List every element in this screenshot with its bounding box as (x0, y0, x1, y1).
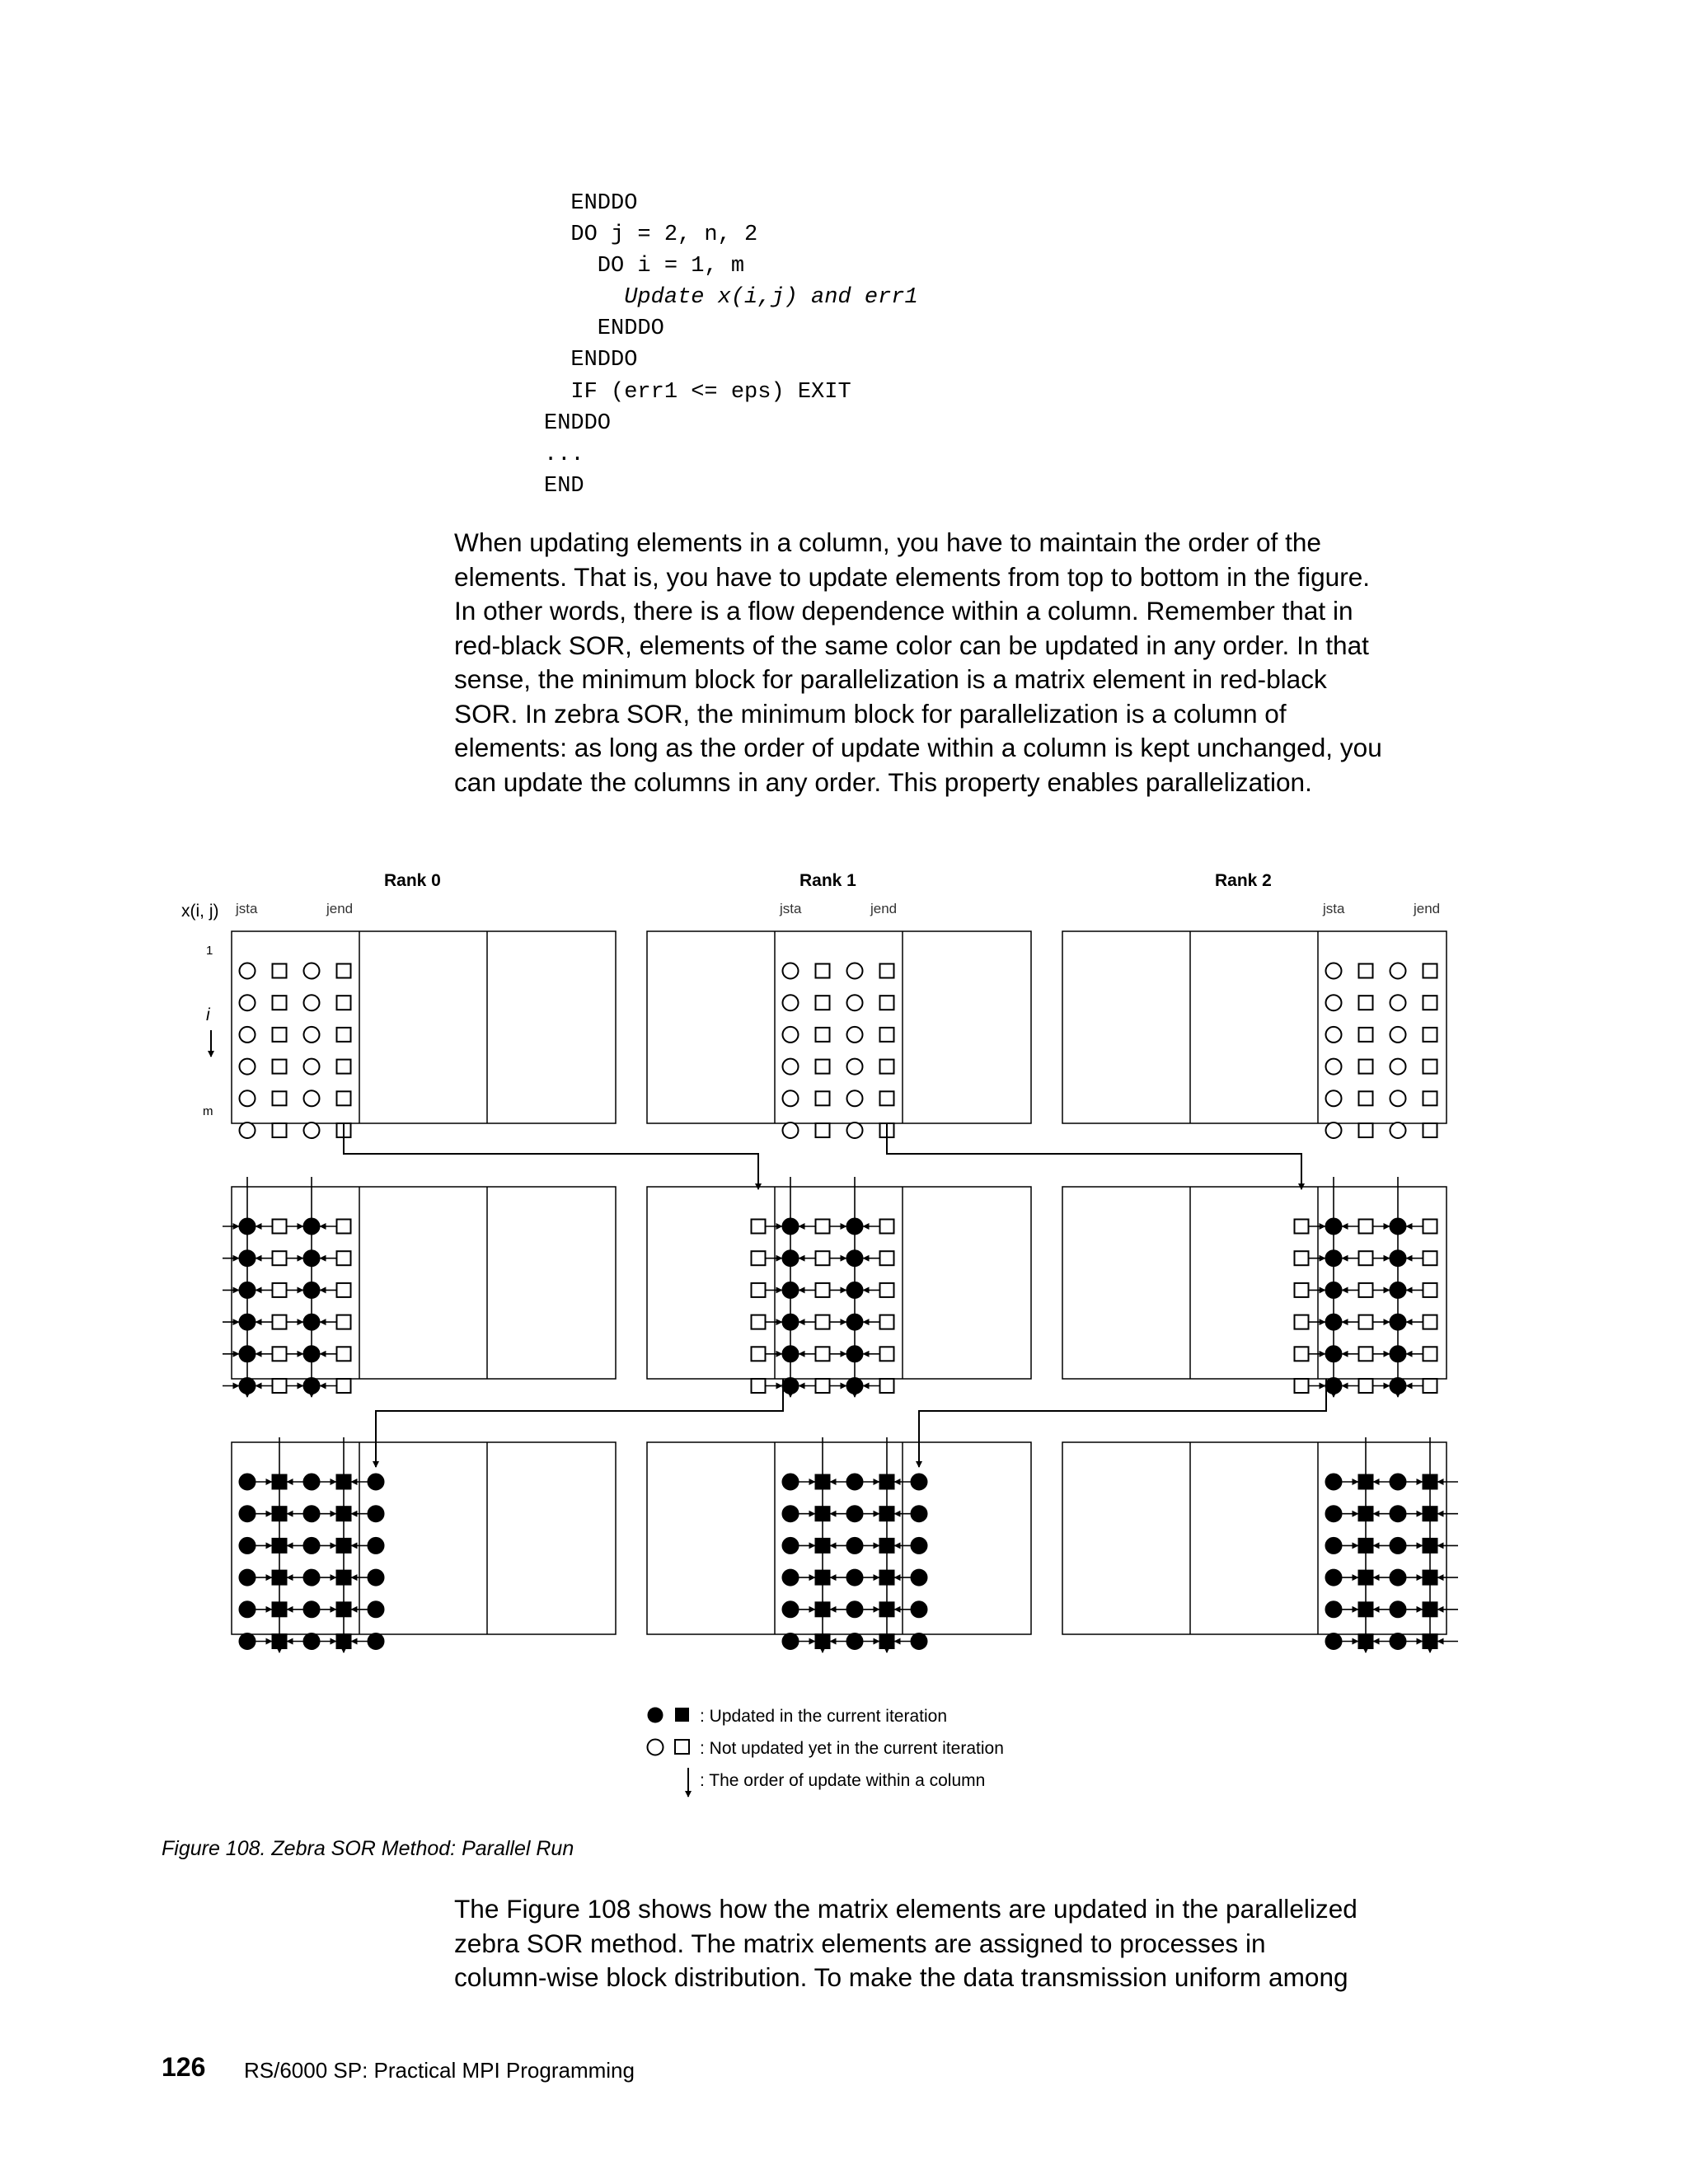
updated-circle (368, 1538, 384, 1554)
updated-circle (1390, 1506, 1406, 1521)
pending-square (816, 1060, 830, 1074)
pending-circle (1390, 963, 1406, 979)
pending-square (1359, 1060, 1373, 1074)
book-title: RS/6000 SP: Practical MPI Programming (244, 2058, 635, 2083)
legend-order-text: : The order of update within a column (700, 1771, 986, 1790)
halo-send-connector (344, 1123, 758, 1189)
pending-square (816, 1123, 830, 1137)
pending-circle (1390, 1059, 1406, 1075)
code-line: ENDDO (544, 410, 612, 436)
pending-square (816, 1315, 830, 1329)
pending-square (273, 1028, 287, 1042)
pending-square (880, 1028, 894, 1042)
code-line: DO j = 2, n, 2 (544, 223, 758, 248)
pending-square (337, 1220, 351, 1234)
pending-square (337, 1347, 351, 1361)
pending-square (1423, 1123, 1437, 1137)
updated-circle (368, 1633, 384, 1649)
pending-square (1359, 1315, 1373, 1329)
pending-square (273, 996, 287, 1010)
pending-square (1359, 1251, 1373, 1265)
updated-circle (912, 1506, 927, 1521)
pending-square (273, 1220, 287, 1234)
pending-square (337, 964, 351, 978)
pending-circle (304, 1090, 320, 1106)
code-line: ... (544, 442, 584, 467)
pending-circle (304, 963, 320, 979)
legend-updated-text: : Updated in the current iteration (700, 1707, 948, 1726)
pending-square (1423, 1091, 1437, 1105)
updated-circle (783, 1570, 799, 1586)
paragraph-line: When updating elements in a column, you have to maintain the order of the (454, 527, 1322, 557)
legend-pending-text: : Not updated yet in the current iteration (700, 1739, 1004, 1758)
updated-circle (912, 1474, 927, 1490)
pending-circle (1326, 1122, 1342, 1138)
pending-square (1295, 1251, 1309, 1265)
updated-circle (240, 1633, 256, 1649)
matrix-panel (232, 1187, 616, 1379)
updated-circle (783, 1601, 799, 1617)
updated-circle (1390, 1474, 1406, 1490)
matrix-panel (1062, 1187, 1447, 1379)
pending-circle (1326, 1090, 1342, 1106)
pending-square (880, 1091, 894, 1105)
pending-square (1423, 1251, 1437, 1265)
pending-square (273, 1283, 287, 1297)
page-number: 126 (162, 2052, 206, 2082)
updated-circle (240, 1538, 256, 1554)
array-label: x(i, j) (181, 902, 219, 921)
pending-square (752, 1379, 766, 1393)
jend-label: jend (870, 901, 898, 916)
updated-circle (368, 1506, 384, 1521)
legend-pending-square (675, 1740, 689, 1754)
pending-square (337, 1028, 351, 1042)
pending-square (1359, 1220, 1373, 1234)
code-line: Update x(i,j) and err1 (544, 285, 918, 311)
pending-square (816, 1028, 830, 1042)
code-line: DO i = 1, m (544, 254, 745, 279)
code-line: ENDDO (544, 191, 638, 216)
pending-square (1295, 1283, 1309, 1297)
pending-circle (1390, 1122, 1406, 1138)
pending-square (273, 1251, 287, 1265)
rank-label-2: Rank 2 (1215, 871, 1272, 890)
pending-circle (1326, 963, 1342, 979)
paragraph-line: column-wise block distribution. To make the data transmission uniform among (454, 1962, 1348, 1992)
jend-label: jend (326, 901, 354, 916)
updated-circle (847, 1474, 863, 1490)
pending-square (816, 964, 830, 978)
pending-square (816, 1091, 830, 1105)
pending-square (1423, 1315, 1437, 1329)
pending-square (880, 1379, 894, 1393)
pending-square (880, 1347, 894, 1361)
pending-circle (240, 1122, 256, 1138)
pending-square (273, 1379, 287, 1393)
pending-square (880, 1251, 894, 1265)
paragraph-line: The Figure 108 shows how the matrix elements are updated in the parallelized (454, 1894, 1357, 1924)
pending-square (1359, 1347, 1373, 1361)
updated-circle (304, 1474, 320, 1490)
updated-circle (304, 1506, 320, 1521)
matrix-panel (647, 931, 1031, 1123)
pending-circle (783, 963, 799, 979)
pending-circle (1390, 1027, 1406, 1043)
body-paragraph-2 (454, 1892, 1480, 1995)
paragraph-line: zebra SOR method. The matrix elements are assigned to processes in (454, 1928, 1266, 1958)
paragraph-line: sense, the minimum block for parallelization is a matrix element in red-black (454, 664, 1327, 694)
pending-square (1359, 1091, 1373, 1105)
updated-circle (368, 1601, 384, 1617)
pending-square (273, 1060, 287, 1074)
updated-circle (1326, 1474, 1342, 1490)
pending-circle (847, 1090, 863, 1106)
updated-circle (304, 1538, 320, 1554)
pending-circle (847, 1059, 863, 1075)
pending-square (880, 1283, 894, 1297)
jsta-label: jsta (780, 901, 802, 916)
pending-square (337, 1315, 351, 1329)
code-line: ENDDO (544, 316, 664, 342)
figure-caption: Figure 108. Zebra SOR Method: Parallel Run (162, 1837, 574, 1860)
pending-circle (847, 963, 863, 979)
pending-circle (847, 1122, 863, 1138)
updated-circle (912, 1601, 927, 1617)
pending-square (337, 996, 351, 1010)
updated-circle (847, 1633, 863, 1649)
paragraph-line: elements. That is, you have to update elements from top to bottom in the figure. (454, 561, 1371, 592)
legend-pending-circle (648, 1740, 663, 1755)
updated-circle (368, 1474, 384, 1490)
jsta-label: jsta (1323, 901, 1345, 916)
updated-circle (847, 1601, 863, 1617)
body-paragraph-1 (454, 526, 1480, 799)
pending-square (816, 1283, 830, 1297)
zebra-sor-figure (0, 857, 1688, 1813)
pending-square (752, 1283, 766, 1297)
updated-circle (783, 1633, 799, 1649)
legend-updated-square (675, 1708, 689, 1722)
updated-circle (304, 1633, 320, 1649)
pending-circle (1326, 1059, 1342, 1075)
updated-circle (912, 1538, 927, 1554)
pending-circle (847, 995, 863, 1010)
pending-square (816, 1379, 830, 1393)
pending-circle (304, 1059, 320, 1075)
updated-circle (783, 1474, 799, 1490)
pending-circle (1390, 1090, 1406, 1106)
paragraph-line: elements: as long as the order of update within a column is kept unchanged, you (454, 733, 1382, 762)
pending-square (1359, 996, 1373, 1010)
pending-square (273, 1315, 287, 1329)
pending-square (1423, 1347, 1437, 1361)
pending-circle (783, 1122, 799, 1138)
row-index-label: i (206, 1005, 210, 1024)
updated-circle (1326, 1633, 1342, 1649)
matrix-panel (232, 1442, 616, 1634)
pending-square (1359, 1283, 1373, 1297)
updated-circle (1390, 1570, 1406, 1586)
updated-circle (304, 1570, 320, 1586)
pending-square (816, 1347, 830, 1361)
pending-square (880, 964, 894, 978)
pending-square (273, 1091, 287, 1105)
updated-circle (912, 1570, 927, 1586)
updated-circle (240, 1570, 256, 1586)
halo-send-connector (887, 1123, 1301, 1189)
rank-label-1: Rank 1 (799, 871, 856, 890)
updated-circle (1390, 1633, 1406, 1649)
pending-circle (240, 963, 256, 979)
row-first-label: 1 (206, 944, 213, 958)
pending-circle (240, 1027, 256, 1043)
pending-circle (847, 1027, 863, 1043)
updated-circle (912, 1633, 927, 1649)
updated-circle (1390, 1601, 1406, 1617)
pending-square (1359, 1379, 1373, 1393)
row-last-label: m (203, 1104, 213, 1118)
pending-circle (240, 995, 256, 1010)
pending-square (1359, 964, 1373, 978)
pending-square (816, 1220, 830, 1234)
matrix-panel (232, 931, 616, 1123)
pending-square (880, 1060, 894, 1074)
pending-square (1295, 1379, 1309, 1393)
pending-circle (783, 1090, 799, 1106)
pending-square (752, 1251, 766, 1265)
pending-square (1295, 1315, 1309, 1329)
updated-circle (304, 1601, 320, 1617)
pending-circle (783, 995, 799, 1010)
pending-circle (1326, 1027, 1342, 1043)
pending-square (337, 1283, 351, 1297)
code-line: ENDDO (544, 348, 638, 373)
updated-circle (783, 1538, 799, 1554)
pending-square (273, 964, 287, 978)
pending-square (1423, 1028, 1437, 1042)
rank-label-0: Rank 0 (384, 871, 441, 890)
updated-circle (783, 1506, 799, 1521)
pending-square (337, 1060, 351, 1074)
pending-square (880, 1220, 894, 1234)
updated-circle (847, 1570, 863, 1586)
updated-circle (1326, 1601, 1342, 1617)
pending-square (1295, 1347, 1309, 1361)
pending-square (1359, 1123, 1373, 1137)
updated-circle (1390, 1538, 1406, 1554)
legend-updated-circle (648, 1708, 663, 1723)
jsta-label: jsta (236, 901, 258, 916)
paragraph-line: In other words, there is a flow dependence within a column. Remember that in (454, 596, 1353, 626)
pending-square (1423, 964, 1437, 978)
pending-square (752, 1315, 766, 1329)
pending-square (752, 1220, 766, 1234)
updated-circle (240, 1506, 256, 1521)
pending-square (880, 1315, 894, 1329)
pending-circle (304, 995, 320, 1010)
pending-square (816, 1251, 830, 1265)
code-line: IF (err1 <= eps) EXIT (544, 379, 851, 405)
code-listing (544, 188, 918, 502)
pending-square (1423, 1220, 1437, 1234)
pending-square (337, 1091, 351, 1105)
matrix-panel (647, 1442, 1031, 1634)
updated-circle (847, 1506, 863, 1521)
pending-circle (783, 1027, 799, 1043)
pending-square (337, 1251, 351, 1265)
updated-circle (240, 1601, 256, 1617)
pending-square (1423, 1060, 1437, 1074)
pending-square (1295, 1220, 1309, 1234)
pending-circle (1390, 995, 1406, 1010)
pending-square (880, 996, 894, 1010)
pending-circle (783, 1059, 799, 1075)
matrix-panel (647, 1187, 1031, 1379)
pending-square (1359, 1028, 1373, 1042)
updated-circle (1326, 1506, 1342, 1521)
matrix-panel (1062, 1442, 1447, 1634)
paragraph-line: red-black SOR, elements of the same color can be updated in any order. In that (454, 630, 1369, 660)
updated-circle (368, 1570, 384, 1586)
pending-square (1423, 1379, 1437, 1393)
pending-square (816, 996, 830, 1010)
updated-circle (240, 1474, 256, 1490)
pending-square (273, 1347, 287, 1361)
pending-square (1423, 996, 1437, 1010)
pending-square (337, 1379, 351, 1393)
pending-square (1423, 1283, 1437, 1297)
updated-circle (1326, 1538, 1342, 1554)
jend-label: jend (1414, 901, 1441, 916)
updated-circle (1326, 1570, 1342, 1586)
pending-circle (240, 1090, 256, 1106)
pending-square (752, 1347, 766, 1361)
halo-send-connector (376, 1379, 783, 1467)
halo-send-connector (919, 1379, 1326, 1467)
paragraph-line: can update the columns in any order. This property enables parallelization. (454, 766, 1312, 797)
updated-circle (847, 1538, 863, 1554)
pending-circle (1326, 995, 1342, 1010)
pending-square (273, 1123, 287, 1137)
pending-circle (240, 1059, 256, 1075)
pending-circle (304, 1122, 320, 1138)
code-line: END (544, 473, 584, 499)
pending-circle (304, 1027, 320, 1043)
paragraph-line: SOR. In zebra SOR, the minimum block for parallelization is a column of (454, 698, 1287, 729)
matrix-panel (1062, 931, 1447, 1123)
